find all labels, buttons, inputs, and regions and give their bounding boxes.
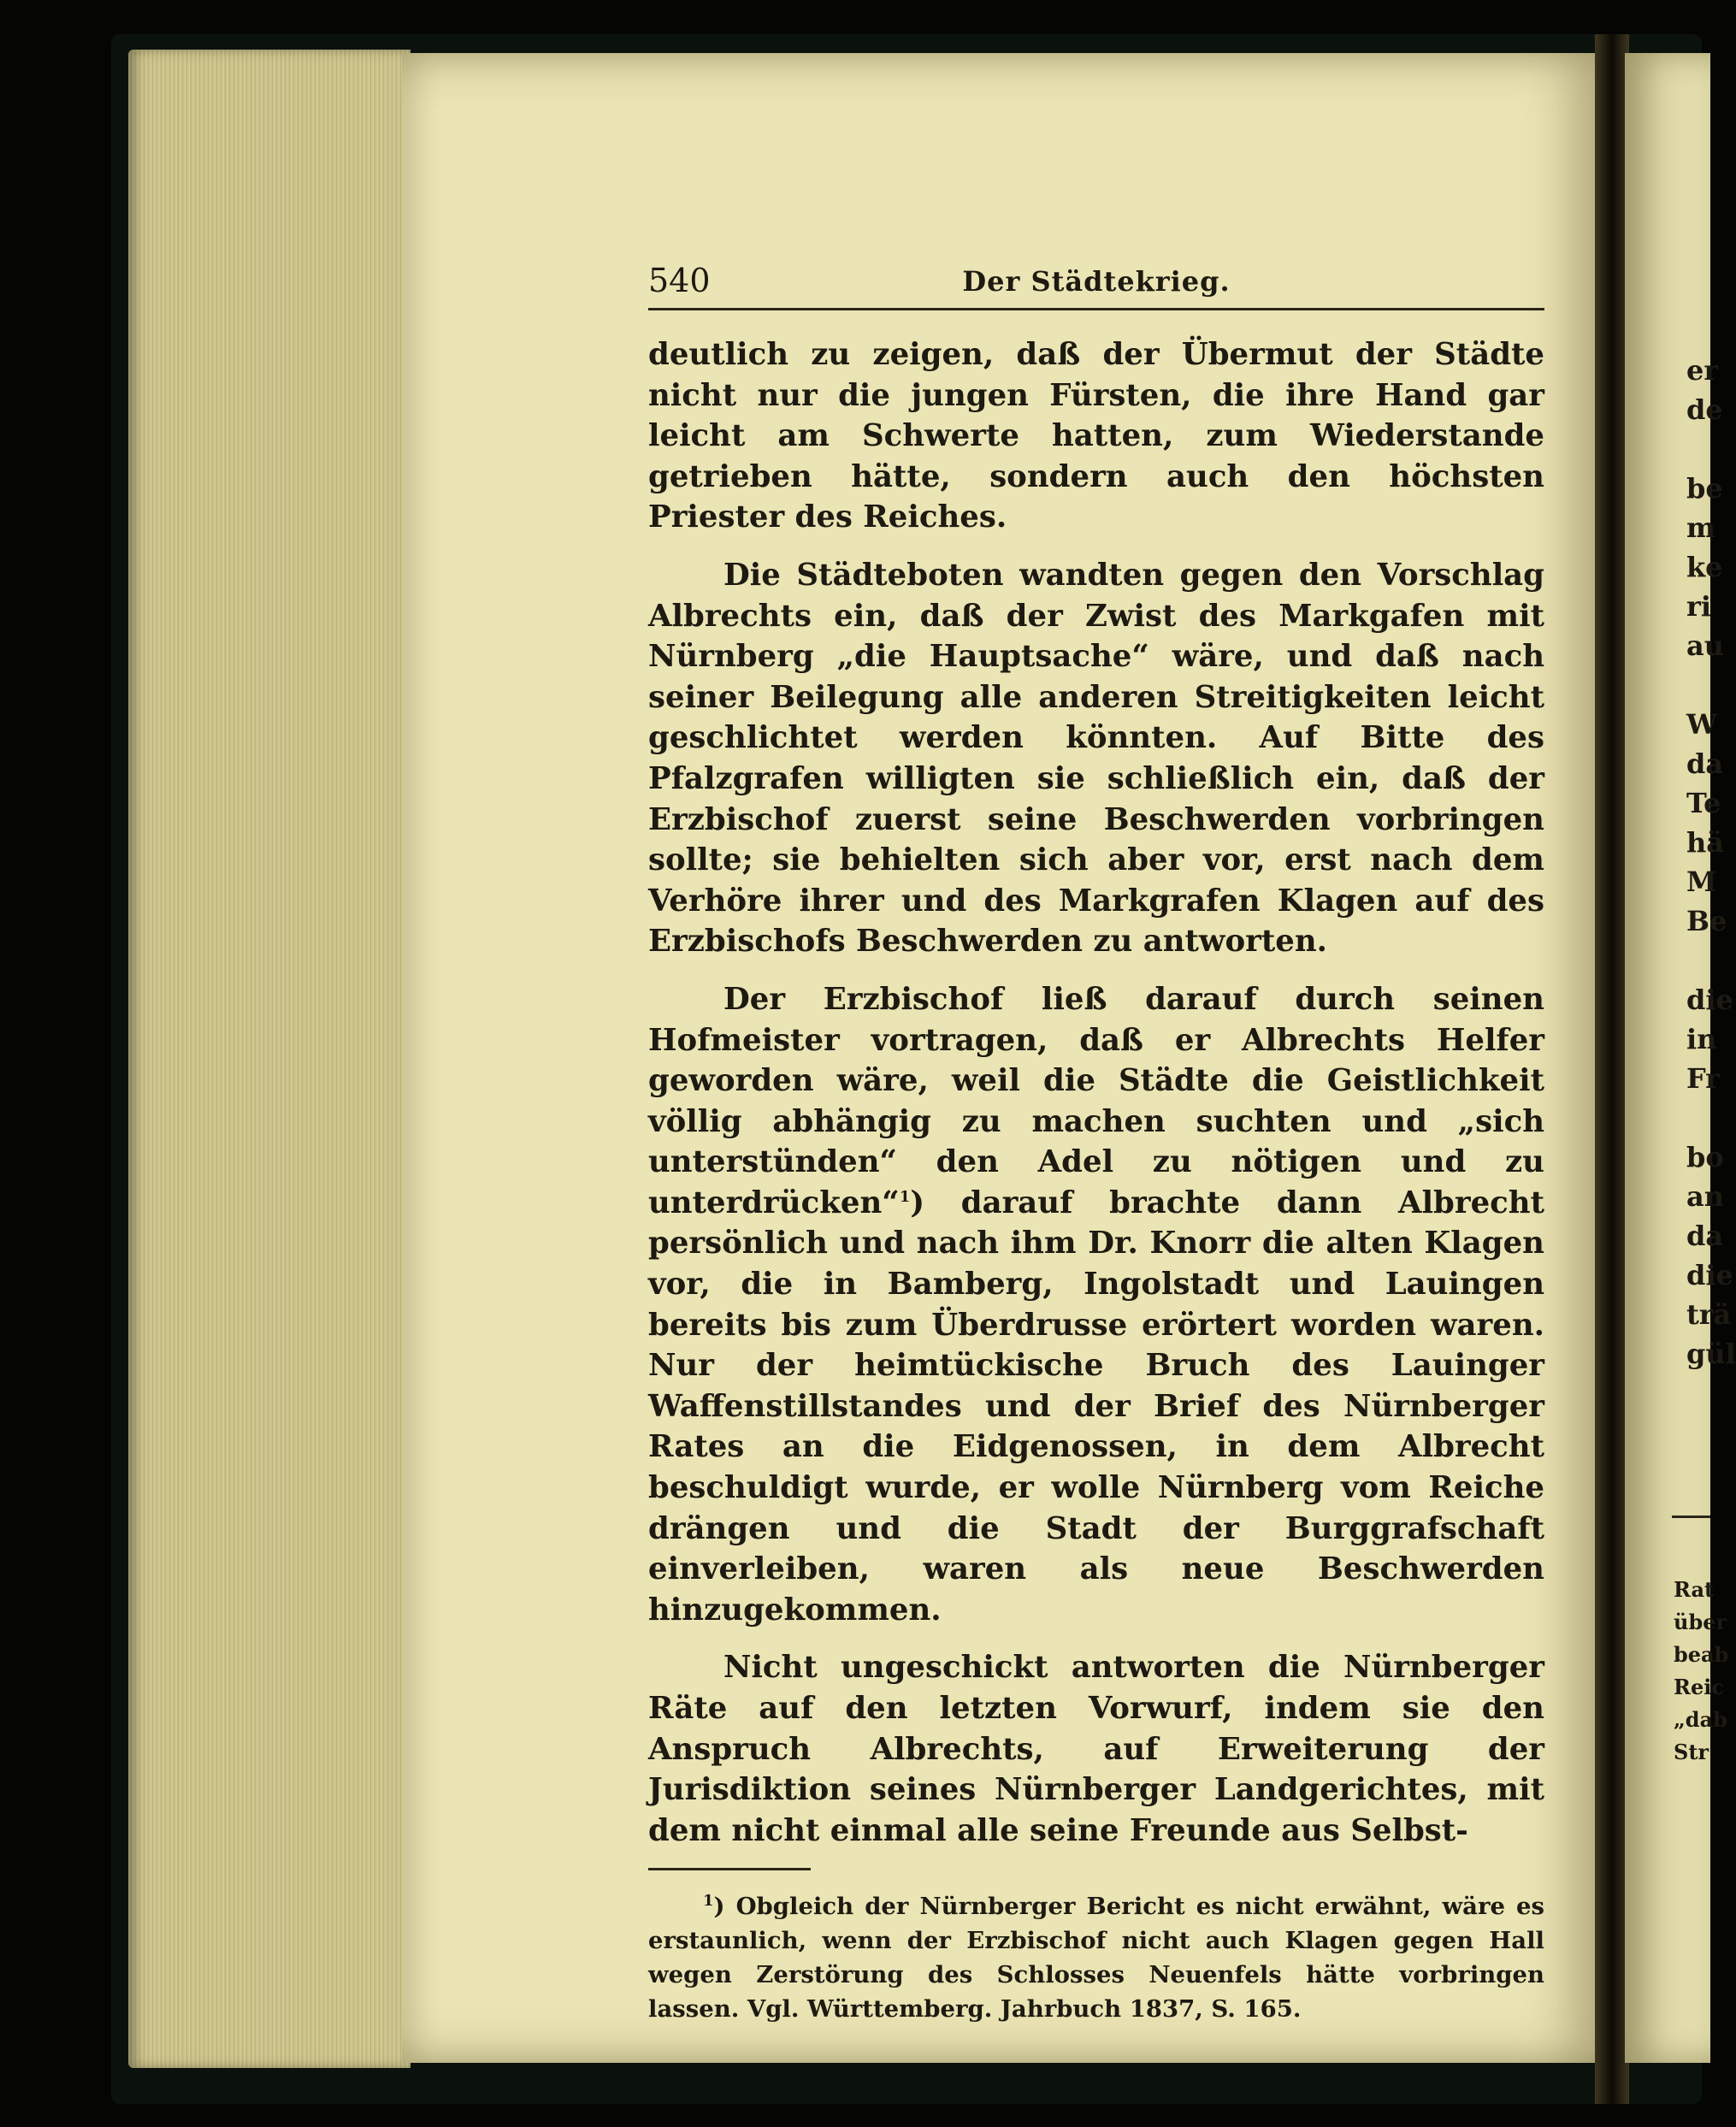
footnote-reference: 1 bbox=[899, 1188, 911, 1207]
facing-footnote-line: Str bbox=[1674, 1740, 1709, 1764]
facing-footnote-text bbox=[1674, 1574, 1729, 1769]
facing-footnote-line: über bbox=[1674, 1610, 1727, 1634]
facing-line bbox=[1686, 665, 1721, 705]
page-edges bbox=[128, 50, 410, 2068]
facing-line: m bbox=[1686, 511, 1715, 544]
facing-line: be bbox=[1686, 472, 1723, 505]
left-page-text bbox=[648, 257, 1544, 2026]
facing-line: M bbox=[1686, 866, 1717, 898]
facing-line: hä bbox=[1686, 826, 1724, 859]
facing-footnote-line: Reic bbox=[1674, 1675, 1724, 1699]
paragraph bbox=[648, 979, 1544, 1631]
book-gutter bbox=[1595, 34, 1629, 2104]
page-header bbox=[648, 257, 1544, 310]
facing-line bbox=[1686, 429, 1721, 469]
paragraph-text: ) darauf brachte dann Albrecht persönlich und nach ihm Dr. Knorr die alten Klagen vor, die in Bamberg, Ingolstadt und Lauingen bereits bis zum Überdrusse erörtert worden waren. Nur der heimtückische Bruch des Lauinger Waffenstillstandes und der Brief des Nürnberger Rates an die Eidgenossen, in dem Albrecht beschuldigt wurde, er wolle Nürnberg vom Reiche drängen und die Stadt der Burggrafschaft einverleiben, waren als neue Beschwerden hinzugekommen. bbox=[648, 1185, 1544, 1628]
footnote-mark: 1 bbox=[703, 1892, 714, 1911]
facing-line: die bbox=[1686, 1259, 1733, 1291]
paragraph: deutlich zu zeigen, daß der Übermut der Städte nicht nur die jungen Fürsten, die ihre Hand gar leicht am Schwerte hatten, zum Wiederstande getrieben hätte, sondern auch den höchsten Priester des Reiches. bbox=[648, 337, 1544, 535]
facing-line: bo bbox=[1686, 1141, 1724, 1173]
facing-line: ri bbox=[1686, 590, 1712, 623]
facing-line bbox=[1686, 1098, 1721, 1137]
facing-line: da bbox=[1686, 1220, 1724, 1252]
facing-page-text bbox=[1686, 351, 1736, 1374]
facing-line: trä bbox=[1686, 1298, 1732, 1331]
facing-line: die bbox=[1686, 984, 1733, 1016]
paragraph: Nicht ungeschickt antworten die Nürnberger Räte auf den letzten Vorwurf, indem sie den Anspruch Albrechts, auf Erweiterung der Jurisdiktion seines Nürnberger Landgerichtes, mit dem nicht einmal alle seine Freunde aus Selbst- bbox=[648, 1650, 1544, 1848]
facing-footnote-line: beab bbox=[1674, 1642, 1729, 1667]
facing-footnote-line: „dab bbox=[1674, 1707, 1727, 1732]
facing-line: er bbox=[1686, 354, 1719, 387]
facing-footnote-line: Rat bbox=[1674, 1577, 1715, 1602]
footnote-separator bbox=[648, 1868, 811, 1870]
facing-line: au bbox=[1686, 629, 1724, 662]
facing-line: W bbox=[1686, 708, 1717, 741]
facing-line: de bbox=[1686, 393, 1723, 426]
facing-line: an bbox=[1686, 1180, 1724, 1213]
page-number: 540 bbox=[648, 262, 711, 299]
footnote-text: ) Obgleich der Nürnberger Bericht es nicht erwähnt, wäre es erstaunlich, wenn der Erzbischof nicht auch Klagen gegen Hall wegen Zerstörung des Schlosses Neuenfels hätte vorbringen lassen. Vgl. Württemberg. Jahrbuch 1837, S. 165. bbox=[648, 1893, 1544, 2024]
facing-line: in bbox=[1686, 1023, 1717, 1055]
facing-line: Te bbox=[1686, 787, 1721, 819]
running-head: Der Städtekrieg. bbox=[962, 265, 1231, 298]
facing-footnote-separator bbox=[1672, 1515, 1710, 1518]
body-text bbox=[648, 334, 1544, 1851]
facing-line: Be bbox=[1686, 905, 1727, 937]
facing-line: gül bbox=[1686, 1338, 1736, 1370]
facing-line: ke bbox=[1686, 551, 1723, 583]
paragraph: Die Städteboten wandten gegen den Vorschlag Albrechts ein, daß der Zwist des Markgafen mit Nürnberg „die Hauptsache“ wäre, und daß nach seiner Beilegung alle anderen Streitigkeiten leicht geschlichtet werden könnten. Auf Bitte des Pfalzgrafen willigten sie schließlich ein, daß der Erzbischof zuerst seine Beschwerden vorbringen sollte; sie behielten sich aber vor, erst nach dem Verhöre ihrer und des Markgrafen Klagen auf des Erzbischofs Beschwerden zu antworten. bbox=[648, 557, 1544, 960]
paragraph-text: Der Erzbischof ließ darauf durch seinen Hofmeister vortragen, daß er Albrechts Helfer geworden wäre, weil die Städte die Geistlichkeit völlig abhängig zu machen suchten und „sich unterstünden“ den Adel zu nötigen und zu unterdrücken“ bbox=[648, 981, 1544, 1220]
facing-line: Fr bbox=[1686, 1062, 1721, 1095]
facing-line bbox=[1686, 941, 1721, 980]
footnote bbox=[648, 1889, 1544, 2026]
facing-line: da bbox=[1686, 747, 1724, 780]
